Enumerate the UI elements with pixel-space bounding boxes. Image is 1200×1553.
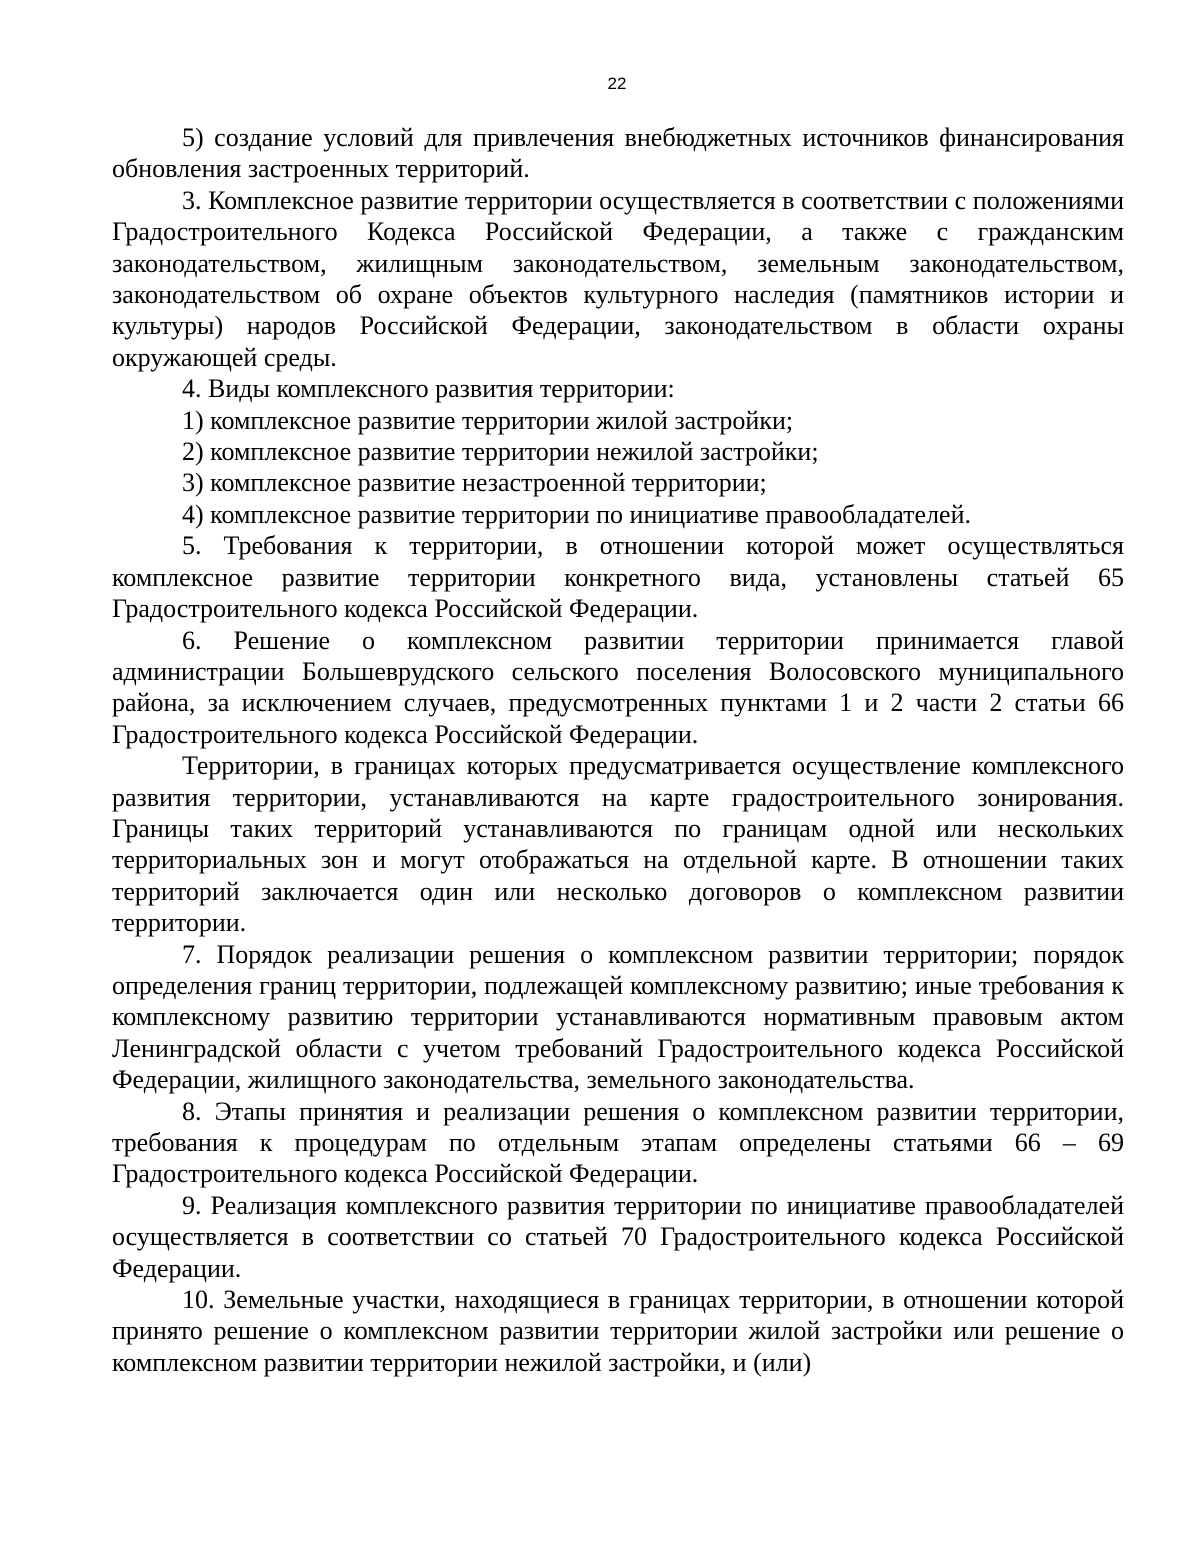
document-body [112,122,1124,1378]
paragraph-6-territories: Территории, в границах которых предусматривается осуществление комплексного развития территории, устанавливаются на карте градостроительного зонирования. Границы таких территорий устанавливаются по границам одной или нескольких территориальных зон и могут отображаться на отдельной карте. В отношении таких территорий заключается один или несколько договоров о комплексном развитии территории. [112,751,1124,938]
paragraph-3: 3. Комплексное развитие территории осуществляется в соответствии с положениями Градостроительного Кодекса Российской Федерации, а также с гражданским законодательством, жилищным законодательством, земельным законодательством, законодательством об охране объектов культурного наследия (памятников истории и культуры) народов Российской Федерации, законодательством в области охраны окружающей среды. [112,185,1124,372]
paragraph-5-conditions: 5) создание условий для привлечения внебюджетных источников финансирования обновления застроенных территорий. [112,123,1124,184]
paragraph-7: 7. Порядок реализации решения о комплексном развитии территории; порядок определения границ территории, подлежащей комплексному развитию; иные требования к комплексному развитию территории устанавливаются нормативным правовым актом Ленинградской области с учетом требований Градостроительного кодекса Российской Федерации, жилищного законодательства, земельного законодательства. [112,939,1124,1095]
paragraph-9: 9. Реализация комплексного развития территории по инициативе правообладателей осуществляется в соответствии со статьей 70 Градостроительного кодекса Российской Федерации. [112,1190,1124,1283]
paragraph-6: 6. Решение о комплексном развитии территории принимается главой администрации Большеврудского сельского поселения Волосовского муниципального района, за исключением случаев, предусмотренных пунктами 1 и 2 части 2 статьи 66 Градостроительного кодекса Российской Федерации. [112,625,1124,749]
list-item-4-1: 1) комплексное развитие территории жилой застройки; [182,405,794,435]
page-number: 22 [607,74,627,93]
paragraph-8: 8. Этапы принятия и реализации решения о комплексном развитии территории, требования к процедурам по отдельным этапам определены статьями 66 – 69 Градостроительного кодекса Российской Федерации. [112,1096,1124,1189]
paragraph-4-heading: 4. Виды комплексного развития территории: [182,374,675,404]
paragraph-5: 5. Требования к территории, в отношении которой может осуществляться комплексное развитие территории конкретного вида, установлены статьей 65 Градостроительного кодекса Российской Федерации. [112,531,1124,624]
list-item-4-4: 4) комплексное развитие территории по инициативе правообладателей. [182,499,972,529]
list-item-4-2: 2) комплексное развитие территории нежилой застройки; [182,437,819,467]
paragraph-10: 10. Земельные участки, находящиеся в границах территории, в отношении которой принято решение о комплексном развитии территории жилой застройки или решение о комплексном развитии территории нежилой застройки, и (или) [112,1285,1124,1377]
list-item-4-3: 3) комплексное развитие незастроенной территории; [182,468,767,498]
